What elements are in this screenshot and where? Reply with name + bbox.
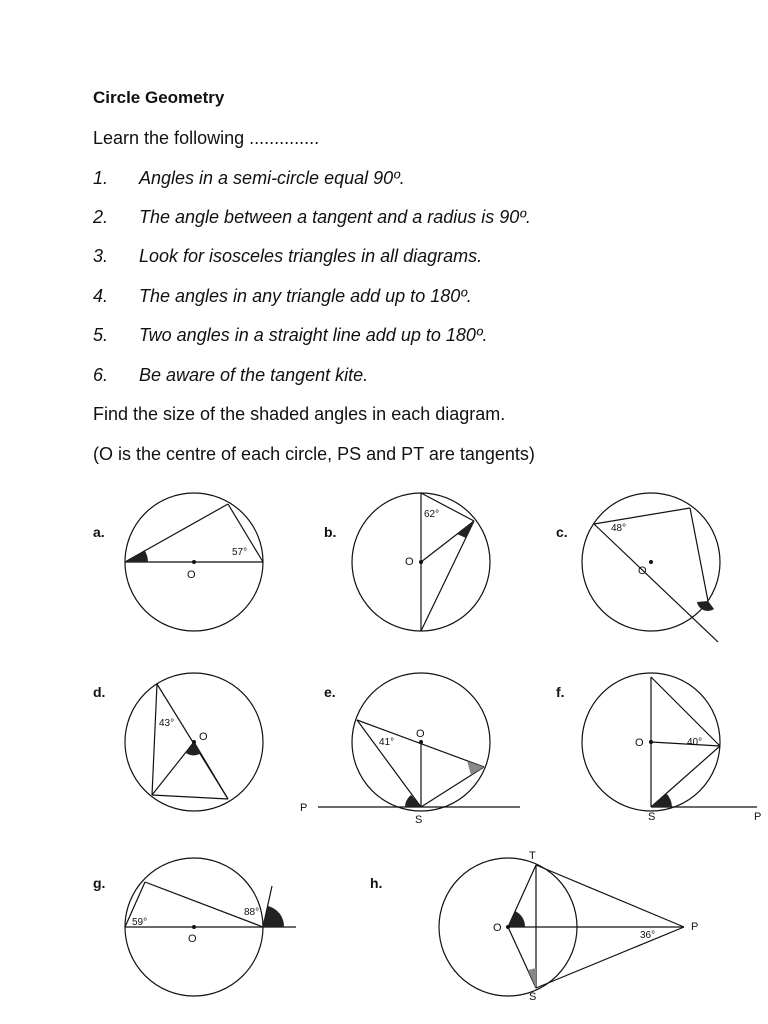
tangent-line <box>536 865 684 927</box>
point-label-p: P <box>754 811 762 823</box>
chord-line <box>152 795 228 799</box>
diagram-label: g. <box>93 875 106 891</box>
centre-label: O <box>187 569 196 581</box>
rule-text: Be aware of the tangent kite. <box>139 365 369 385</box>
diagram-h <box>370 850 698 1003</box>
chord-line <box>421 767 484 807</box>
shaded-angle <box>651 793 672 807</box>
radius-line <box>508 927 536 988</box>
diagram-e <box>300 673 520 826</box>
shaded-angle <box>508 911 525 927</box>
point-label-s: S <box>648 811 656 823</box>
diagram-label: e. <box>324 684 336 700</box>
centre-point <box>419 740 423 744</box>
centre-point <box>506 925 510 929</box>
centre-point <box>192 740 196 744</box>
radius-line <box>651 742 720 746</box>
angle-label: 40° <box>687 737 703 748</box>
chord-line <box>125 504 228 562</box>
angle-label: 36° <box>640 930 656 941</box>
tangent-line <box>536 927 684 988</box>
centre-label: O <box>405 556 414 568</box>
rule-number: 1. <box>93 168 109 188</box>
rule-number: 4. <box>93 286 109 306</box>
diagram-label: b. <box>324 524 337 540</box>
centre-label: O <box>188 933 197 945</box>
point-label-s: S <box>529 991 537 1003</box>
shaded-angle <box>125 551 148 562</box>
rule-text: The angles in any triangle add up to 180º. <box>139 286 472 306</box>
rule-text: Two angles in a straight line add up to 180º. <box>139 325 488 345</box>
centre-point <box>649 560 653 564</box>
angle-label: 48° <box>611 523 627 534</box>
point-label-t: T <box>529 850 536 862</box>
angle-label: 43° <box>159 718 175 729</box>
centre-label: O <box>638 565 647 577</box>
angle-label: 59° <box>132 917 148 928</box>
rule-text: Look for isosceles triangles in all diagrams. <box>139 246 483 266</box>
diagram-label: h. <box>370 875 383 891</box>
centre-point <box>419 560 423 564</box>
rule-number: 2. <box>93 207 109 227</box>
chord-line <box>357 720 421 807</box>
diagram-c <box>556 493 720 642</box>
rule-number: 3. <box>93 246 109 266</box>
rule-number: 6. <box>93 365 109 385</box>
angle-label: 88° <box>244 907 260 918</box>
diagram-f <box>556 673 761 823</box>
point-label-p: P <box>300 802 308 814</box>
instruction-text: Find the size of the shaded angles in each diagram. <box>93 404 506 424</box>
diagram-label: c. <box>556 524 568 540</box>
angle-label: 62° <box>424 509 440 520</box>
chord-line <box>594 508 690 524</box>
point-label-s: S <box>415 814 423 826</box>
point-label-p: P <box>691 921 699 933</box>
diagram-g <box>93 858 296 996</box>
centre-point <box>649 740 653 744</box>
centre-point <box>192 925 196 929</box>
rule-text: The angle between a tangent and a radius is 90º. <box>139 207 531 227</box>
chord-line <box>690 508 708 601</box>
page-title: Circle Geometry <box>93 88 225 107</box>
radius-line <box>152 742 194 795</box>
diagram-a <box>93 493 263 631</box>
centre-label: O <box>199 731 208 743</box>
rule-text: Angles in a semi-circle equal 90º. <box>139 168 405 188</box>
angle-label: 41° <box>379 737 395 748</box>
centre-label: O <box>416 728 425 740</box>
chord-line <box>152 684 157 795</box>
angle-label: 57° <box>232 547 248 558</box>
diagram-label: a. <box>93 524 105 540</box>
shaded-angle <box>697 601 714 611</box>
centre-label: O <box>635 737 644 749</box>
centre-point <box>192 560 196 564</box>
shaded-angle <box>528 968 536 988</box>
diagram-label: f. <box>556 684 565 700</box>
diagram-d <box>93 673 263 811</box>
note-text: (O is the centre of each circle, PS and PT are tangents) <box>93 444 535 464</box>
extended-diameter <box>594 524 718 642</box>
diagram-label: d. <box>93 684 106 700</box>
shaded-angle <box>263 906 284 927</box>
chord-line <box>145 882 263 927</box>
diagram-b <box>324 493 490 631</box>
shaded-angle <box>457 521 474 538</box>
chord-line <box>651 677 720 746</box>
centre-label: O <box>493 922 502 934</box>
rule-number: 5. <box>93 325 109 345</box>
intro-text: Learn the following .............. <box>93 128 320 148</box>
